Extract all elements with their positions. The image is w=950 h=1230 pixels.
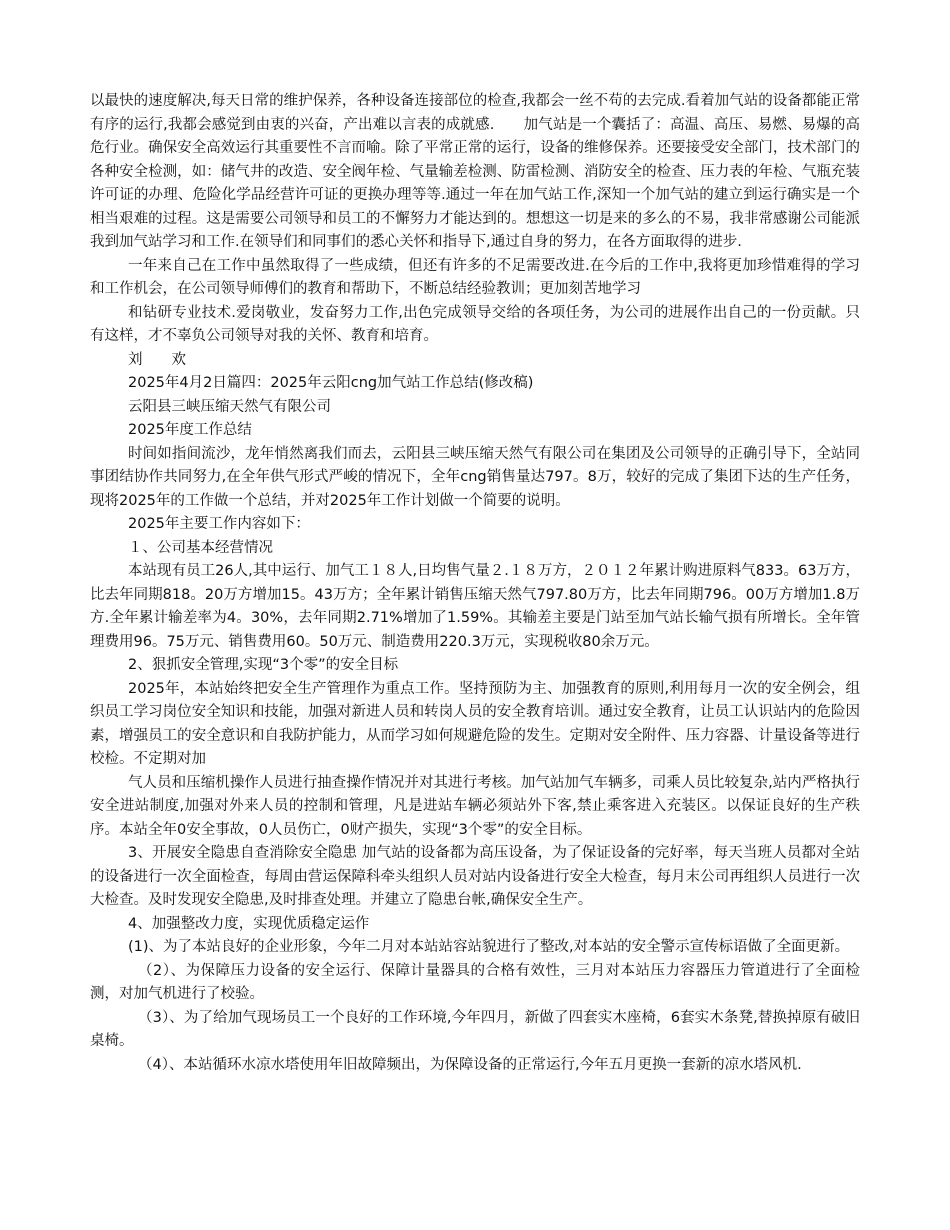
section-heading-main-work: 2025年主要工作内容如下： xyxy=(128,516,310,532)
section-heading-operations: １、公司基本经营情况 xyxy=(128,539,273,556)
report-title: 2025年度工作总结 xyxy=(128,422,252,438)
paragraph-intro: 时间如指间流沙，龙年悄然离我们而去，云阳县三峡压缩天然气有限公司在集团及公司领导的正确引导下，全站同事团结协作共同努力,在全年供气形式严峻的情况下，全年cng销售量达797。8万，较好的完成了集团下达的生产任务，现将2025年的工作做一个总结，并对2025年工作计划做一个简要的说明。 xyxy=(90,445,860,509)
section-heading-safety: 2、狠抓安全管理,实现“3个零”的安全目标 xyxy=(128,657,399,673)
paragraph-commitment: 和钻研专业技术.爱岗敬业，发奋努力工作,出色完成领导交给的各项任务，为公司的进展作出自己的一份贡献。只有这样，才不辜负公司领导对我的关怀、教育和培育。 xyxy=(90,304,860,344)
paragraph-safety-inspection: 气人员和压缩机操作人员进行抽查操作情况并对其进行考核。加气站加气车辆多，司乘人员比较复杂,站内严格执行安全进站制度,加强对外来人员的控制和管理，凡是进站车辆必须站外下客,禁止乘客进入充装区。以保证良好的生产秩序。本站全年0安全事故，0人员伤亡，0财产损失，实现“3个零”的安全目标。 xyxy=(90,774,860,838)
paragraph-operations-figures: 本站现有员工26人,其中运行、加气工１８人,日均售气量２.１８万方，２０１２年累计购进原料气833。63万方，比去年同期818。20万方增加15。43万方；全年累计销售压缩天然气797.80万方，比去年同期796。00万方增加1.8万方.全年累计输差率为4。30%，去年同期2.71%增加了1.59%。其输差主要是门站至加气站长输气损有所增长。全年管理费用96。75万元、销售费用60。50万元、制造费用220.3万元，实现税收80余万元。 xyxy=(90,563,860,650)
list-item-rectification-2: （2）、为保障压力设备的安全运行、保障计量器具的合格有效性，三月对本站压力容器压力管道进行了全面检测，对加气机进行了校验。 xyxy=(90,962,860,1002)
document-page xyxy=(90,90,860,1077)
list-item-rectification-4: （4）、本站循环水凉水塔使用年旧故障频出，为保障设备的正常运行,今年五月更换一套新的凉水塔风机. xyxy=(138,1056,802,1073)
author-signature: 刘 欢 xyxy=(128,351,186,368)
date-and-article-title: 2025年4月2日篇四：2025年云阳cng加气站工作总结(修改稿) xyxy=(128,375,534,391)
paragraph-hazard-check: 3、开展安全隐患自查消除安全隐患 加气站的设备都为高压设备，为了保证设备的完好率，每天当班人员都对全站的设备进行一次全面检查，每周由营运保障科牵头组织人员对站内设备进行安全大检查，每月末公司再组织人员进行一次大检查。及时发现安全隐患,及时排查处理。并建立了隐患台帐,确保安全生产。 xyxy=(90,845,860,908)
list-item-rectification-3: （3）、为了给加气现场员工一个良好的工作环境,今年四月，新做了四套实木座椅，6套实木条凳,替换掉原有破旧桌椅。 xyxy=(90,1009,860,1049)
section-heading-rectification: 4、加强整改力度，实现优质稳定运作 xyxy=(128,915,370,932)
paragraph-maintenance-and-station-overview: 以最快的速度解决,每天日常的维护保养，各种设备连接部位的检查,我都会一丝不苟的去完成.看着加气站的设备都能正常有序的运行,我都会感觉到由衷的兴奋，产出难以言表的成就感. 加气站是一个囊括了：高温、高压、易燃、易爆的高危行业。确保安全高效运行其重要性不言而喻。除了平常正常的运行，设备的维修保养。还要接受安全部门，技术部门的各种安全检测，如：储气井的改造、安全阀年检、气量输差检测、防雷检测、消防安全的检查、压力表的年检、气瓶充装许可证的办理、危险化学品经营许可证的更换办理等等.通过一年在加气站工作,深知一个加气站的建立到运行确实是一个相当艰难的过程。这是需要公司领导和员工的不懈努力才能达到的。想想这一切是来的多么的不易，我非常感谢公司能派我到加气站学习和工作.在领导们和同事们的悉心关怀和指导下,通过自身的努力，在各方面取得的进步. xyxy=(90,93,860,250)
paragraph-shortcomings: 一年来自己在工作中虽然取得了一些成绩，但还有许多的不足需要改进.在今后的工作中,我将更加珍惜难得的学习和工作机会，在公司领导师傅们的教育和帮助下，不断总结经验教训；更加刻苦地学习 xyxy=(90,257,860,297)
company-name: 云阳县三峡压缩天然气有限公司 xyxy=(128,398,331,415)
paragraph-safety-training: 2025年，本站始终把安全生产管理作为重点工作。坚持预防为主、加强教育的原则,利用每月一次的安全例会，组织员工学习岗位安全知识和技能，加强对新进人员和转岗人员的安全教育培训。通过安全教育，让员工认识站内的危险因素，增强员工的安全意识和自我防护能力，从而学习如何规避危险的发生。定期对安全附件、压力容器、计量设备等进行校检。不定期对加 xyxy=(90,680,860,767)
list-item-rectification-1: (1)、为了本站良好的企业形象，今年二月对本站站容站貌进行了整改,对本站的安全警示宣传标语做了全面更新。 xyxy=(128,939,850,955)
